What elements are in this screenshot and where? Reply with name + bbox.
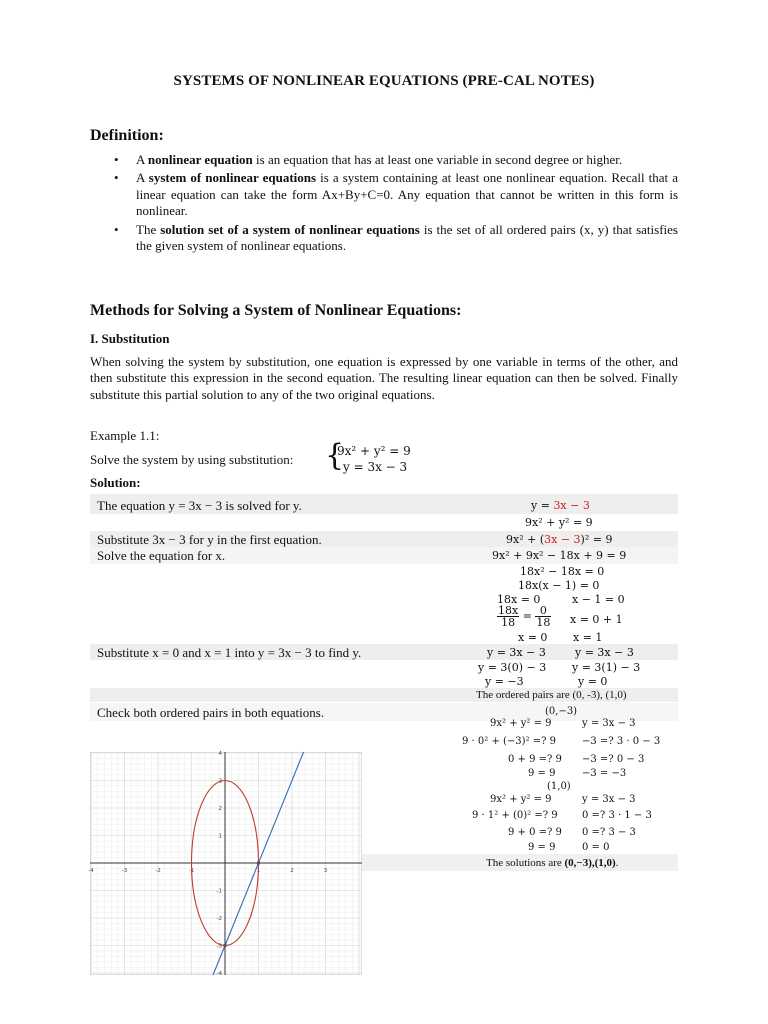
work-line: x = 0	[518, 631, 548, 644]
check-line: 0 + 9 =? 9	[508, 754, 562, 765]
x-tick-label: -1	[188, 868, 195, 874]
check-line: 9x² + y² = 9	[490, 718, 552, 729]
x-tick-label: 3	[323, 868, 328, 874]
check-line: 0 =? 3 − 3	[582, 827, 636, 838]
check-pair-label: (1,0)	[547, 781, 571, 792]
work-line: y = 3x − 3	[575, 646, 634, 659]
check-line: 0 =? 3 · 1 − 3	[582, 810, 652, 821]
definition-item: • A nonlinear equation is an equation that has at least one variable in second degree or higher.	[90, 152, 678, 168]
y-tick-label: 3	[218, 778, 222, 785]
work-line: x = 0 + 1	[570, 613, 623, 626]
x-tick-label: 1	[256, 868, 261, 874]
check-line: 0 = 0	[582, 842, 610, 853]
work-line: y = 3(1) − 3	[572, 661, 641, 674]
check-line: 9 · 0² + (−3)² =? 9	[462, 736, 557, 747]
check-pair-label: (0,−3)	[545, 706, 578, 717]
check-line: 9 = 9	[528, 768, 556, 779]
work-line: y = 3x − 3	[487, 646, 546, 659]
x-tick-label: -4	[88, 868, 94, 874]
step-text: Substitute x = 0 and x = 1 into y = 3x − 3 to find y.	[97, 645, 362, 660]
final-solutions-text: The solutions are (0,−3),(1,0).	[486, 857, 619, 869]
y-tick-label: 2	[218, 806, 222, 812]
check-line: y = 3x − 3	[582, 794, 636, 805]
system-eq1: 9x² + y² = 9	[337, 444, 411, 458]
check-line: y = 3x − 3	[582, 718, 636, 729]
check-line: −3 =? 0 − 3	[582, 754, 645, 765]
example-prompt: Solve the system by using substitution:	[90, 452, 294, 467]
work-line: y = 0	[578, 675, 608, 688]
definition-heading: Definition:	[90, 127, 164, 144]
work-line: 18x² − 18x = 0	[520, 565, 605, 578]
step-text: Solve the equation for x.	[97, 548, 226, 563]
y-tick-label: 1	[218, 833, 222, 840]
work-line: 9x² + (3x − 3)² = 9	[506, 533, 613, 546]
check-line: 9 + 0 =? 9	[508, 827, 562, 838]
work-line: 18x(x − 1) = 0	[518, 579, 600, 592]
x-tick-label: 2	[290, 868, 294, 874]
work-line: y = 3x − 3	[531, 499, 590, 512]
step-text: Substitute 3x − 3 for y in the first equation.	[97, 532, 322, 547]
check-line: −3 = −3	[582, 768, 627, 779]
y-tick-label: -3	[216, 943, 222, 950]
y-tick-label: -2	[216, 916, 222, 922]
work-fraction-line: $\frac{18x}{18}$ = $\frac{0}{18}$	[498, 604, 551, 629]
work-line: y = −3	[485, 675, 524, 688]
work-line: 9x² + y² = 9	[525, 516, 593, 529]
ordered-pairs-text: The ordered pairs are (0, -3), (1,0)	[476, 689, 627, 701]
y-tick-label: -4	[216, 971, 222, 977]
x-tick-label: -2	[155, 868, 161, 874]
solution-label: Solution:	[90, 475, 141, 490]
check-line: 9 = 9	[528, 842, 556, 853]
y-tick-label: -1	[216, 888, 222, 895]
definition-item: • A system of nonlinear equations is a system containing at least one nonlinear equation. Recall that a linear equation can take the form Ax+By+C=0. Any equation that cannot be written in this form is nonlinear.	[90, 170, 678, 219]
step-text: Check both ordered pairs in both equations.	[97, 705, 325, 720]
check-line: 9x² + y² = 9	[490, 794, 552, 805]
x-tick-label: -3	[121, 868, 128, 874]
system-brace: {	[325, 438, 345, 473]
system-graph	[90, 752, 362, 975]
example-label: Example 1.1:	[90, 428, 160, 443]
check-line: 9 · 1² + (0)² =? 9	[472, 810, 558, 821]
substitution-paragraph: When solving the system by substitution, one equation is expressed by one variable in terms of the other, and then substitute this expression in the second equation. The resulting linear equation can then be solved. Finally substitute this partial solution to any of the two original equations.	[90, 354, 678, 402]
substitution-heading: I. Substitution	[90, 331, 170, 346]
methods-heading: Methods for Solving a System of Nonlinear Equations:	[90, 302, 462, 319]
page-title: SYSTEMS OF NONLINEAR EQUATIONS (PRE-CAL NOTES)	[173, 73, 595, 89]
check-line: −3 =? 3 · 0 − 3	[582, 736, 661, 747]
work-line: y = 3(0) − 3	[478, 661, 547, 674]
definition-list	[90, 152, 678, 256]
system-eq2: y = 3x − 3	[343, 460, 408, 474]
definition-item: • The solution set of a system of nonlinear equations is the set of all ordered pairs (x, y) that satisfies the given system of nonlinear equations.	[90, 222, 678, 255]
intersection-point	[223, 944, 227, 948]
work-line: 9x² + 9x² − 18x + 9 = 9	[492, 549, 627, 562]
work-line: x = 1	[573, 631, 603, 644]
intersection-point	[257, 861, 261, 865]
y-tick-label: 4	[218, 751, 222, 757]
work-line: 18x = 0	[497, 593, 541, 606]
work-line: x − 1 = 0	[572, 593, 625, 606]
step-text: The equation y = 3x − 3 is solved for y.	[97, 498, 302, 513]
